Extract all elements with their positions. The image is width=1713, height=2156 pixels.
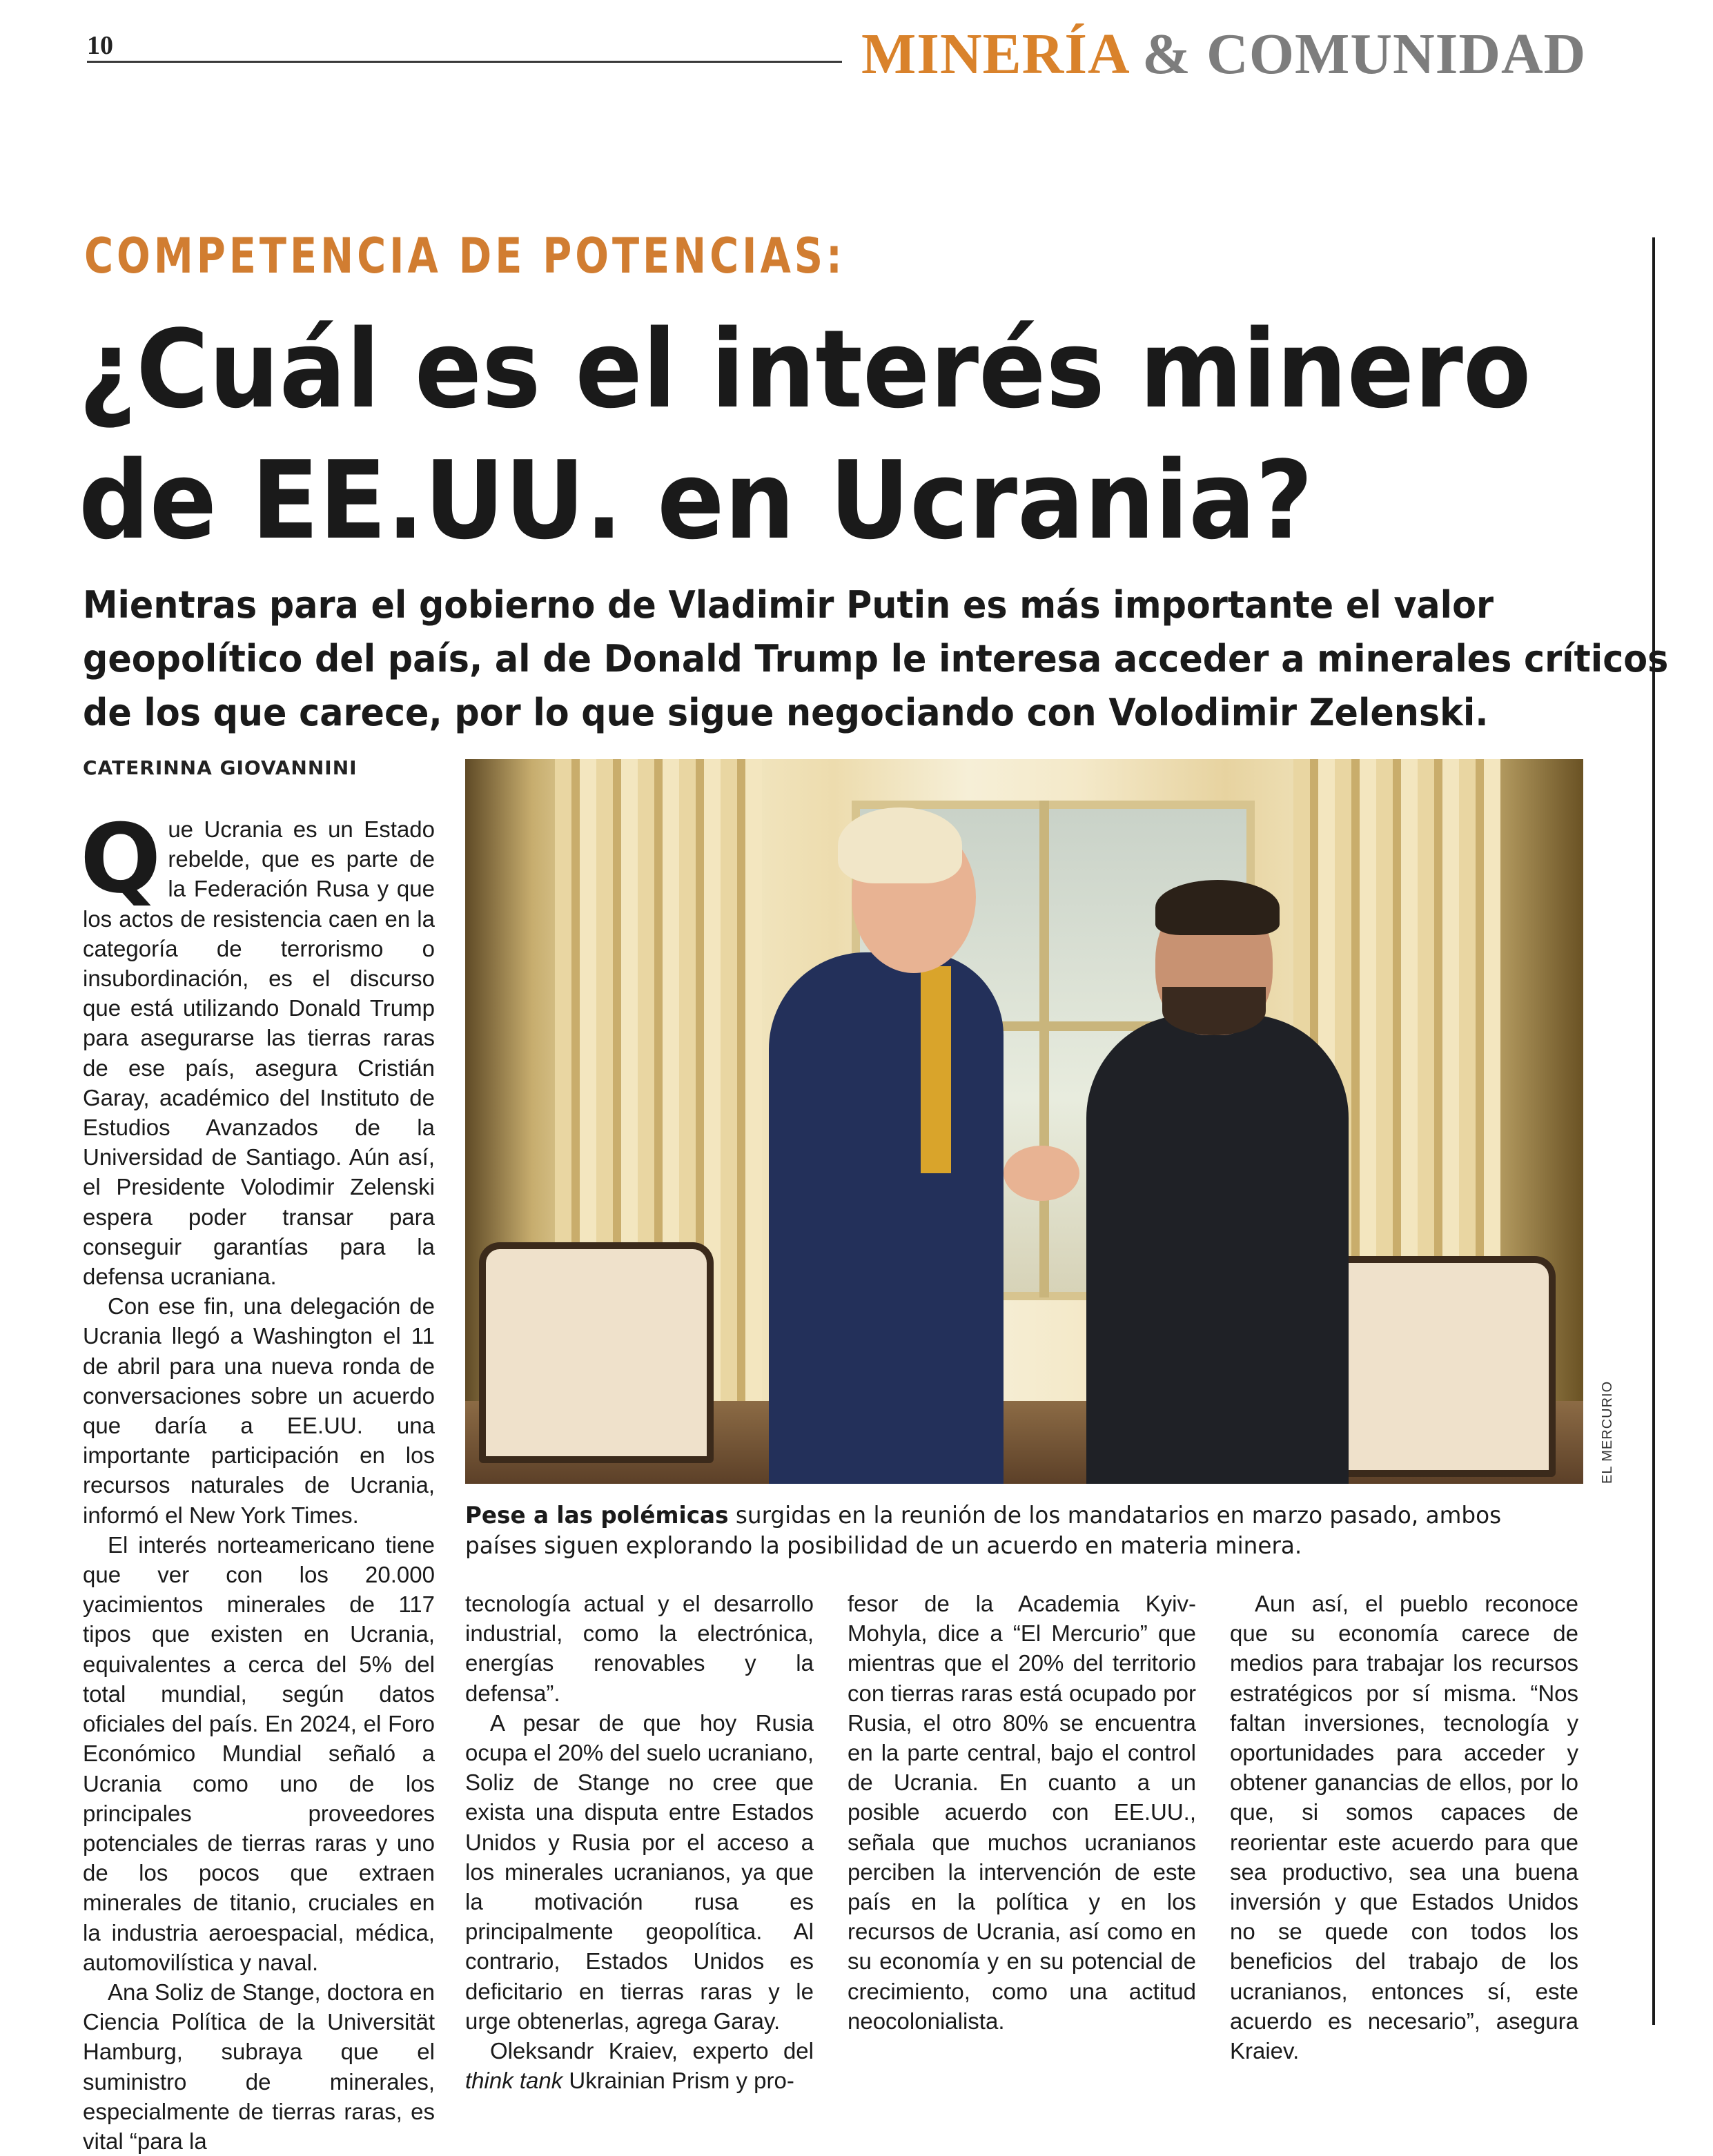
caption-lead: Pese a las polémicas	[465, 1502, 729, 1529]
headline-line-2: de EE.UU. en Ucrania?	[79, 438, 1313, 563]
column-2-paragraph-3-italic: think tank	[465, 2068, 563, 2094]
article-column-2	[465, 1589, 814, 2095]
section-title-amp: &	[1142, 22, 1192, 86]
photo-chair-right	[1314, 1256, 1556, 1477]
column-2-paragraph-2: A pesar de que hoy Rusia ocupa el 20% del suelo ucraniano, Soliz de Stange no cree que exista una disputa entre Estados Unidos y Rusia por el acceso a los minerales ucranianos, ya que la motivación rusa es principalmente geopolítica. Al contrario, Estados Unidos es deficitario en tierras raras y le urge obtenerlas, agrega Garay.	[465, 1709, 814, 2034]
column-rule	[1652, 237, 1655, 2025]
deck-line-2: geopolítico del país, al de Donald Trump le interesa acceder a minerales críticos	[83, 637, 1669, 680]
column-2-paragraph-3-start: Oleksandr Kraiev, experto del	[490, 2038, 814, 2064]
header-rule	[87, 61, 842, 63]
section-title-part2: COMUNIDAD	[1206, 22, 1587, 86]
photo-handshake	[1004, 1146, 1079, 1201]
article-column-1	[80, 803, 435, 2156]
caption-text: surgidas en la reunión de los mandatarios en marzo pasado, ambos países siguen explorando la posibilidad de un acuerdo en materia minera.	[465, 1502, 1502, 1560]
section-title-part1: MINERÍA	[861, 22, 1128, 86]
headline-line-1: ¿Cuál es el interés minero	[79, 306, 1531, 432]
byline: CATERINNA GIOVANNINI	[83, 756, 358, 779]
article-deck	[83, 578, 1668, 740]
photo-person-left-hair	[838, 807, 962, 883]
photo-person-right-beard	[1162, 987, 1266, 1035]
column-2-paragraph-1: tecnología actual y el desarrollo industrial, como la electrónica, energías renovables y la defensa”.	[465, 1591, 814, 1706]
column-2-paragraph-3-end: Ukrainian Prism y pro-	[562, 2068, 794, 2094]
photo-caption	[465, 1500, 1552, 1561]
deck-line-1: Mientras para el gobierno de Vladimir Putin es más importante el valor	[83, 583, 1494, 627]
drop-cap: Q	[80, 803, 161, 914]
column-1-paragraph-3: El interés norteamericano tiene que ver con los 20.000 yacimientos minerales de 117 tipos que existen en Ucrania, equivalentes a cerca del 5% del total mundial, según datos oficiales del país. En 2024, el Foro Económico Mundial señaló a Ucrania como uno de los principales proveedores potenciales de tierras raras y uno de los pocos que extraen minerales de titanio, cruciales en la industria aeroespacial, médica, automovilística y naval.	[83, 1531, 435, 1975]
column-1-paragraph-2: Con ese fin, una delegación de Ucrania llegó a Washington el 11 de abril para una nueva ronda de conversaciones sobre un acuerdo que daría a EE.UU. una importante participación en los recursos naturales de Ucrania, informó el New York Times.	[83, 1293, 435, 1528]
article-column-3	[848, 1589, 1196, 2036]
photo-chair-left	[479, 1242, 714, 1463]
page-number: 10	[87, 31, 113, 60]
photo-person-right-sweater	[1086, 1015, 1349, 1484]
section-title	[861, 21, 1586, 88]
photo-credit: EL MERCURIO	[1600, 1380, 1615, 1484]
photo-window-mullion	[1039, 801, 1049, 1297]
column-1-paragraph-1: ue Ucrania es un Estado rebelde, que es parte de la Federación Rusa y que los actos de resistencia caen en la categoría de terrorismo o insubordinación, es el discurso que está utilizando Donald Trump para asegurarse las tierras raras de ese país, asegura Cristián Garay, académico del Instituto de Estudios Avanzados de la Universidad de Santiago. Aún así, el Presidente Volodimir Zelenski espera poder transar para conseguir garantías para la defensa ucraniana.	[83, 816, 435, 1290]
photo-person-left-tie	[921, 966, 951, 1173]
article-column-4	[1230, 1589, 1578, 2066]
photo-person-left-suit	[769, 952, 1004, 1484]
article-photo	[465, 759, 1583, 1484]
column-1-paragraph-4: Ana Soliz de Stange, doctora en Ciencia Política de la Universität Hamburg, subraya que el suministro de minerales, especialmente de tierras raras, es vital “para la	[83, 1979, 435, 2154]
column-4-paragraph-1: Aun así, el pueblo reconoce que su economía carece de medios para trabajar los recursos estratégicos por sí misma. “Nos faltan inversiones, tecnología y oportunidades para acceder y obtener ganancias de ellos, por lo que, si somos capaces de reorientar este acuerdo para que sea productivo, sea una buena inversión y que Estados Unidos no se quede con todos los beneficios del trabajo de los ucranianos, entonces sí, este acuerdo es necesario”, asegura Kraiev.	[1230, 1591, 1578, 2064]
photo-person-right-hair	[1155, 880, 1280, 935]
column-2-paragraph-3	[465, 2036, 814, 2095]
article-kicker: COMPETENCIA DE POTENCIAS:	[84, 228, 845, 284]
column-3-paragraph-1: fesor de la Academia Kyiv-Mohyla, dice a “El Mercurio” que mientras que el 20% del territorio con tierras raras está ocupado por Rusia, el otro 80% se encuentra en la parte central, bajo el control de Ucrania. En cuanto a un posible acuerdo con EE.UU., señala que muchos ucranianos perciben la intervención de este país en la política y en los recursos de Ucrania, así como en su economía y en su potencial de crecimiento, como una actitud neocolonialista.	[848, 1591, 1196, 2034]
article-headline	[79, 304, 1531, 566]
deck-line-3: de los que carece, por lo que sigue negociando con Volodimir Zelenski.	[83, 691, 1489, 734]
